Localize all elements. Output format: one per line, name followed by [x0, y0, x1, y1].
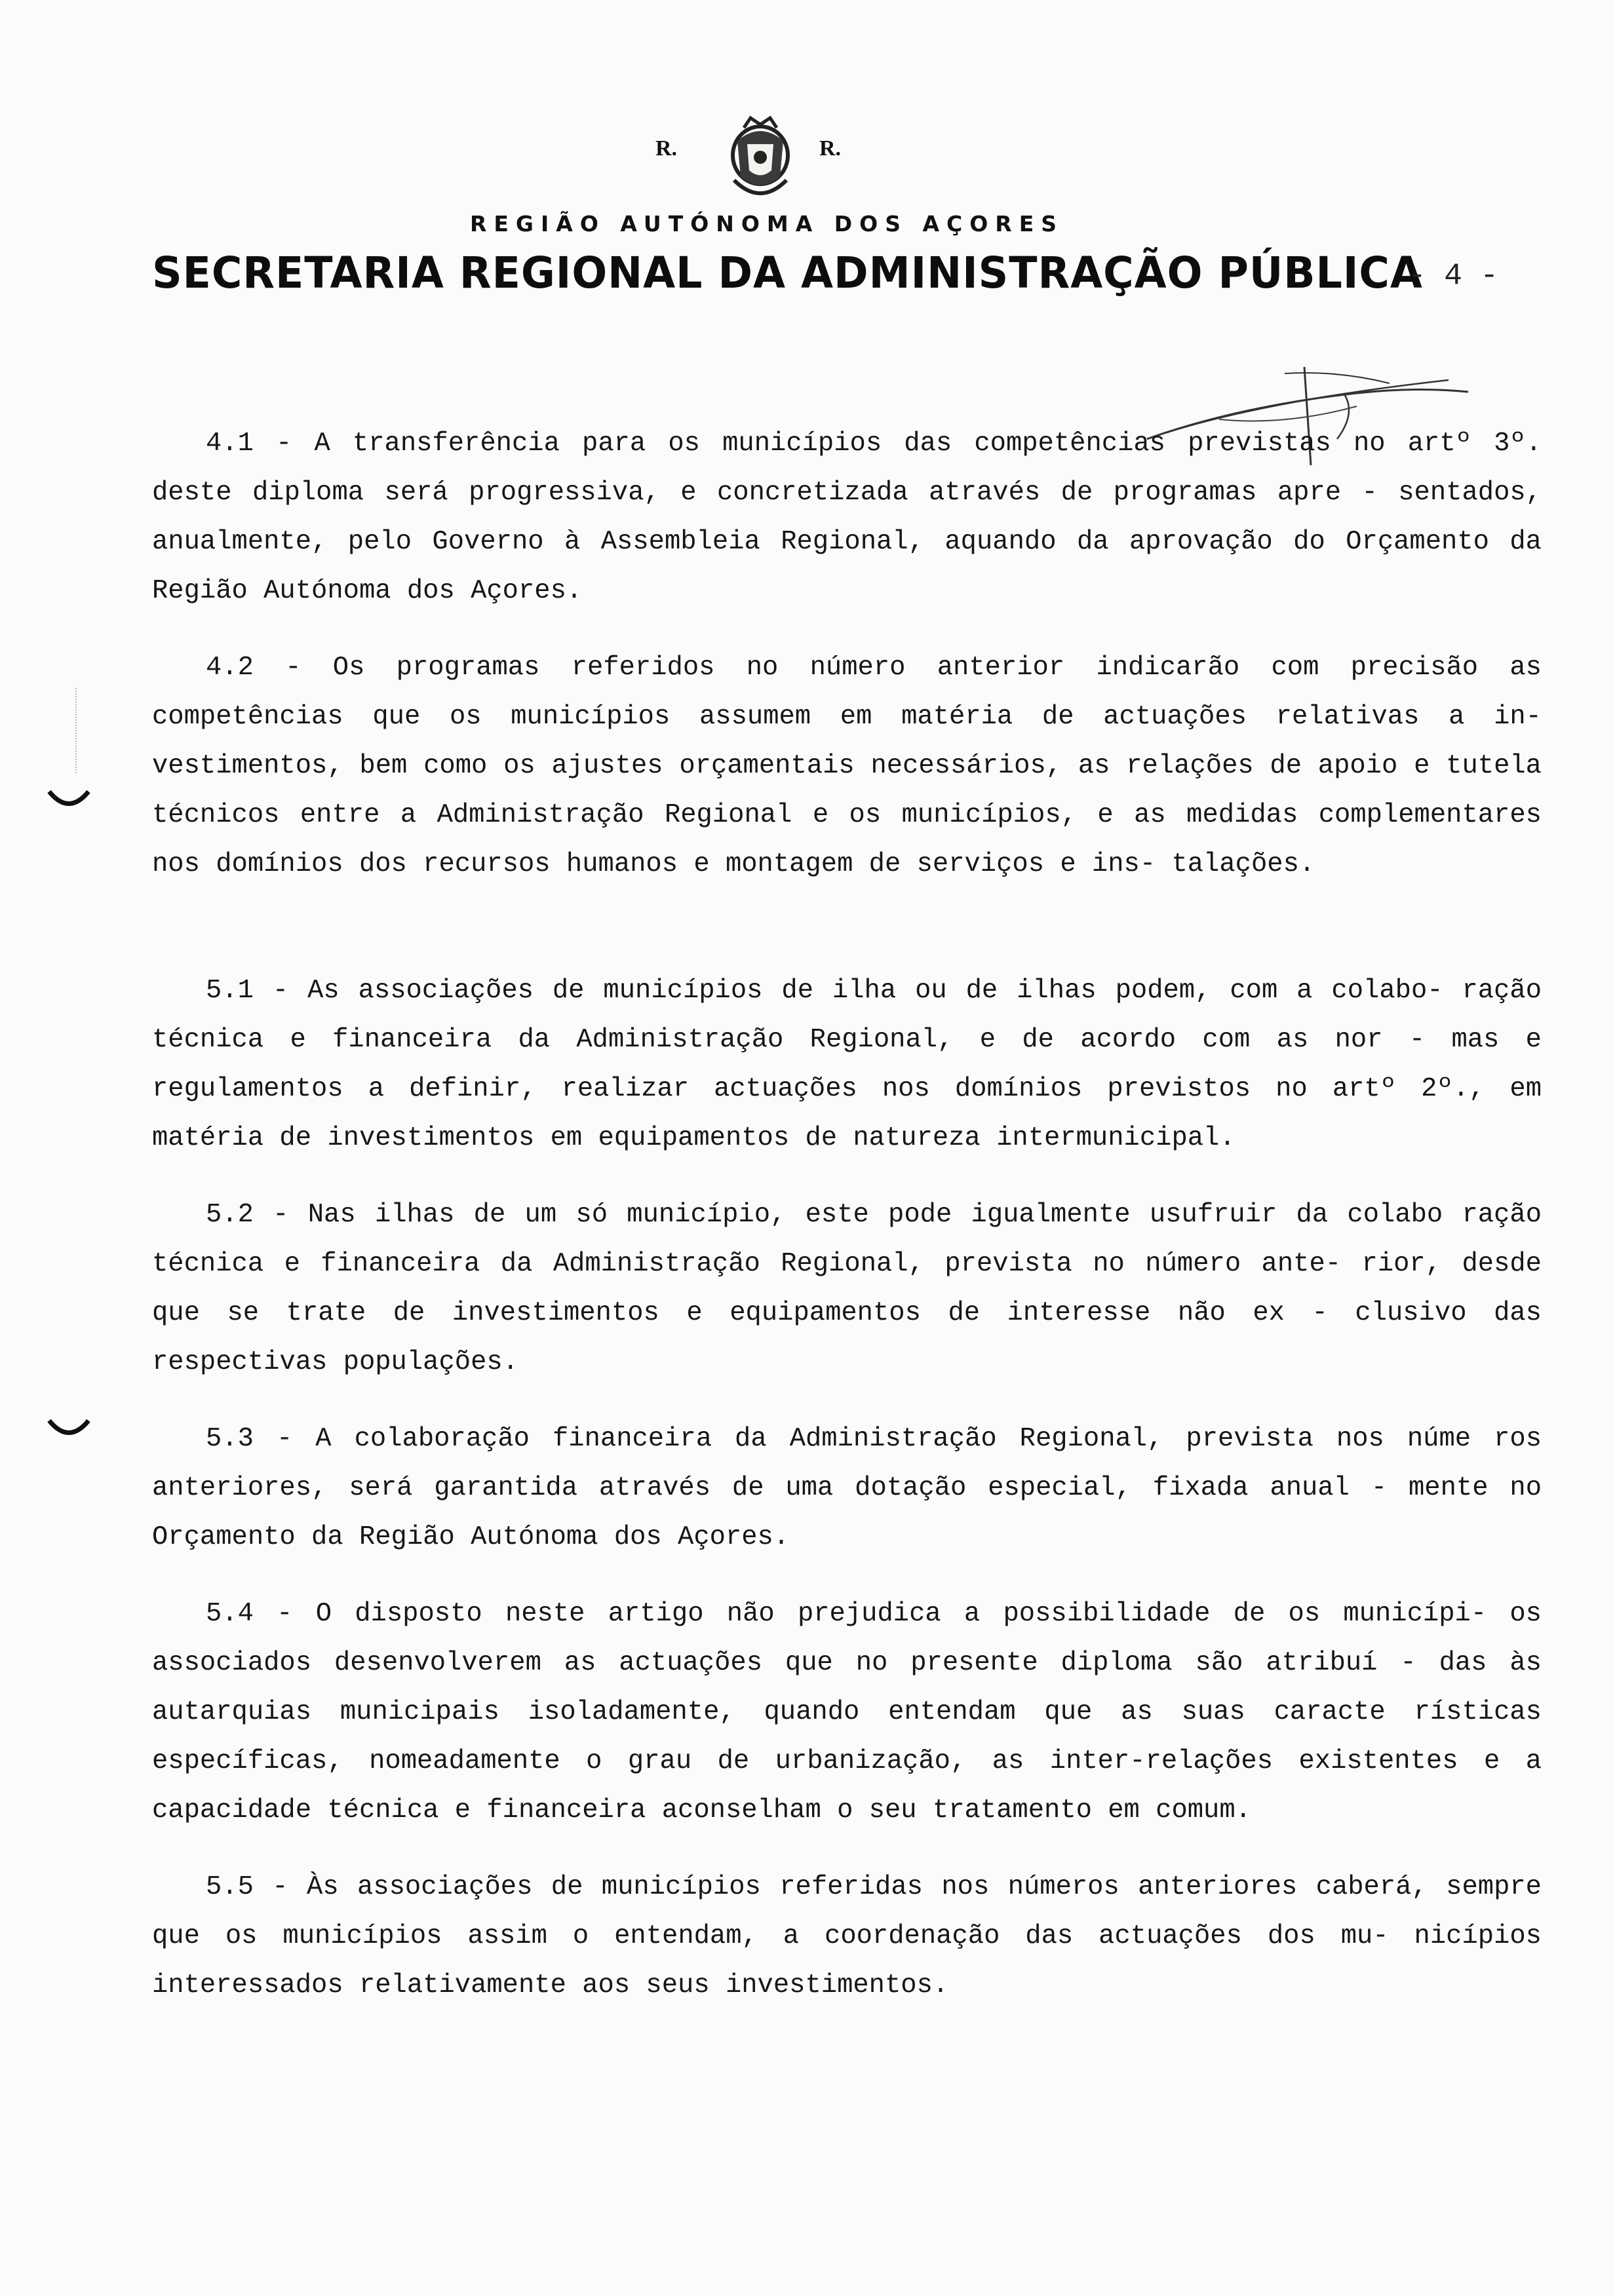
paragraph-5-4: 5.4 - O disposto neste artigo não prejudica a possibilidade de os municípi- os associados desenvolverem as actuações que no presente diploma são atribuí - das às autarquias municipais isoladamente, quando entendam que as suas caracte rísticas específicas, nomeadamente o grau de urbanização, as inter-relações existentes e a capacidade técnica e financeira aconselham o seu tratamento em comum.	[152, 1599, 1542, 1826]
paragraph-5-2: 5.2 - Nas ilhas de um só município, este pode igualmente usufruir da colabo ração técnica e financeira da Administração Regional, prevista no número ante- rior, desde que se trate de investimentos e equipamentos de interesse não ex - clusivo das respectivas populações.	[152, 1200, 1542, 1377]
document-body	[152, 419, 1542, 2010]
emblem-right-letter: R.	[819, 136, 842, 161]
paragraph-5-3: 5.3 - A colaboração financeira da Administração Regional, prevista nos núme ros anteriores, será garantida através de uma dotação especial, fixada anual - mente no Orçamento da Região Autónoma dos Açores.	[152, 1424, 1542, 1552]
coat-of-arms-icon	[711, 115, 809, 206]
paragraph-4-2: 4.2 - Os programas referidos no número anterior indicarão com precisão as competências que os municípios assumem em matéria de actuações relativas a in- vestimentos, bem como os ajustes orçamentais necessários, as relações de apoio e tutela técnicos entre a Administração Regional e os municípios, e as medidas complementares nos domínios dos recursos humanos e montagem de serviços e ins- talações.	[152, 653, 1542, 879]
emblem-left-letter: R.	[655, 136, 678, 161]
binder-hole-mark	[46, 786, 92, 813]
page-number: - 4 -	[1408, 259, 1499, 293]
binder-hole-mark	[46, 1415, 92, 1442]
department-title: SECRETARIA REGIONAL DA ADMINISTRAÇÃO PÚBLICA	[152, 248, 1423, 298]
region-name: REGIÃO AUTÓNOMA DOS AÇORES	[469, 211, 1064, 237]
paragraph-5-1: 5.1 - As associações de municípios de ilha ou de ilhas podem, com a colabo- ração técnica e financeira da Administração Regional, e de acordo com as nor - mas e regulamentos a definir, realizar actuações nos domínios previstos no artº 2º., em matéria de investimentos em equipamentos de natureza intermunicipal.	[152, 976, 1542, 1153]
paragraph-4-1: 4.1 - A transferência para os municípios das competências previstas no artº 3º. deste diploma será progressiva, e concretizada através de programas apre - sentados, anualmente, pelo Governo à Assembleia Regional, aquando da aprovação do Orçamento da Região Autónoma dos Açores.	[152, 429, 1542, 606]
margin-dots	[75, 688, 81, 773]
paragraph-5-5: 5.5 - Às associações de municípios referidas nos números anteriores caberá, sempre que os municípios assim o entendam, a coordenação das actuações dos mu- nicípios interessados relativamente aos seus investimentos.	[152, 1872, 1542, 2000]
